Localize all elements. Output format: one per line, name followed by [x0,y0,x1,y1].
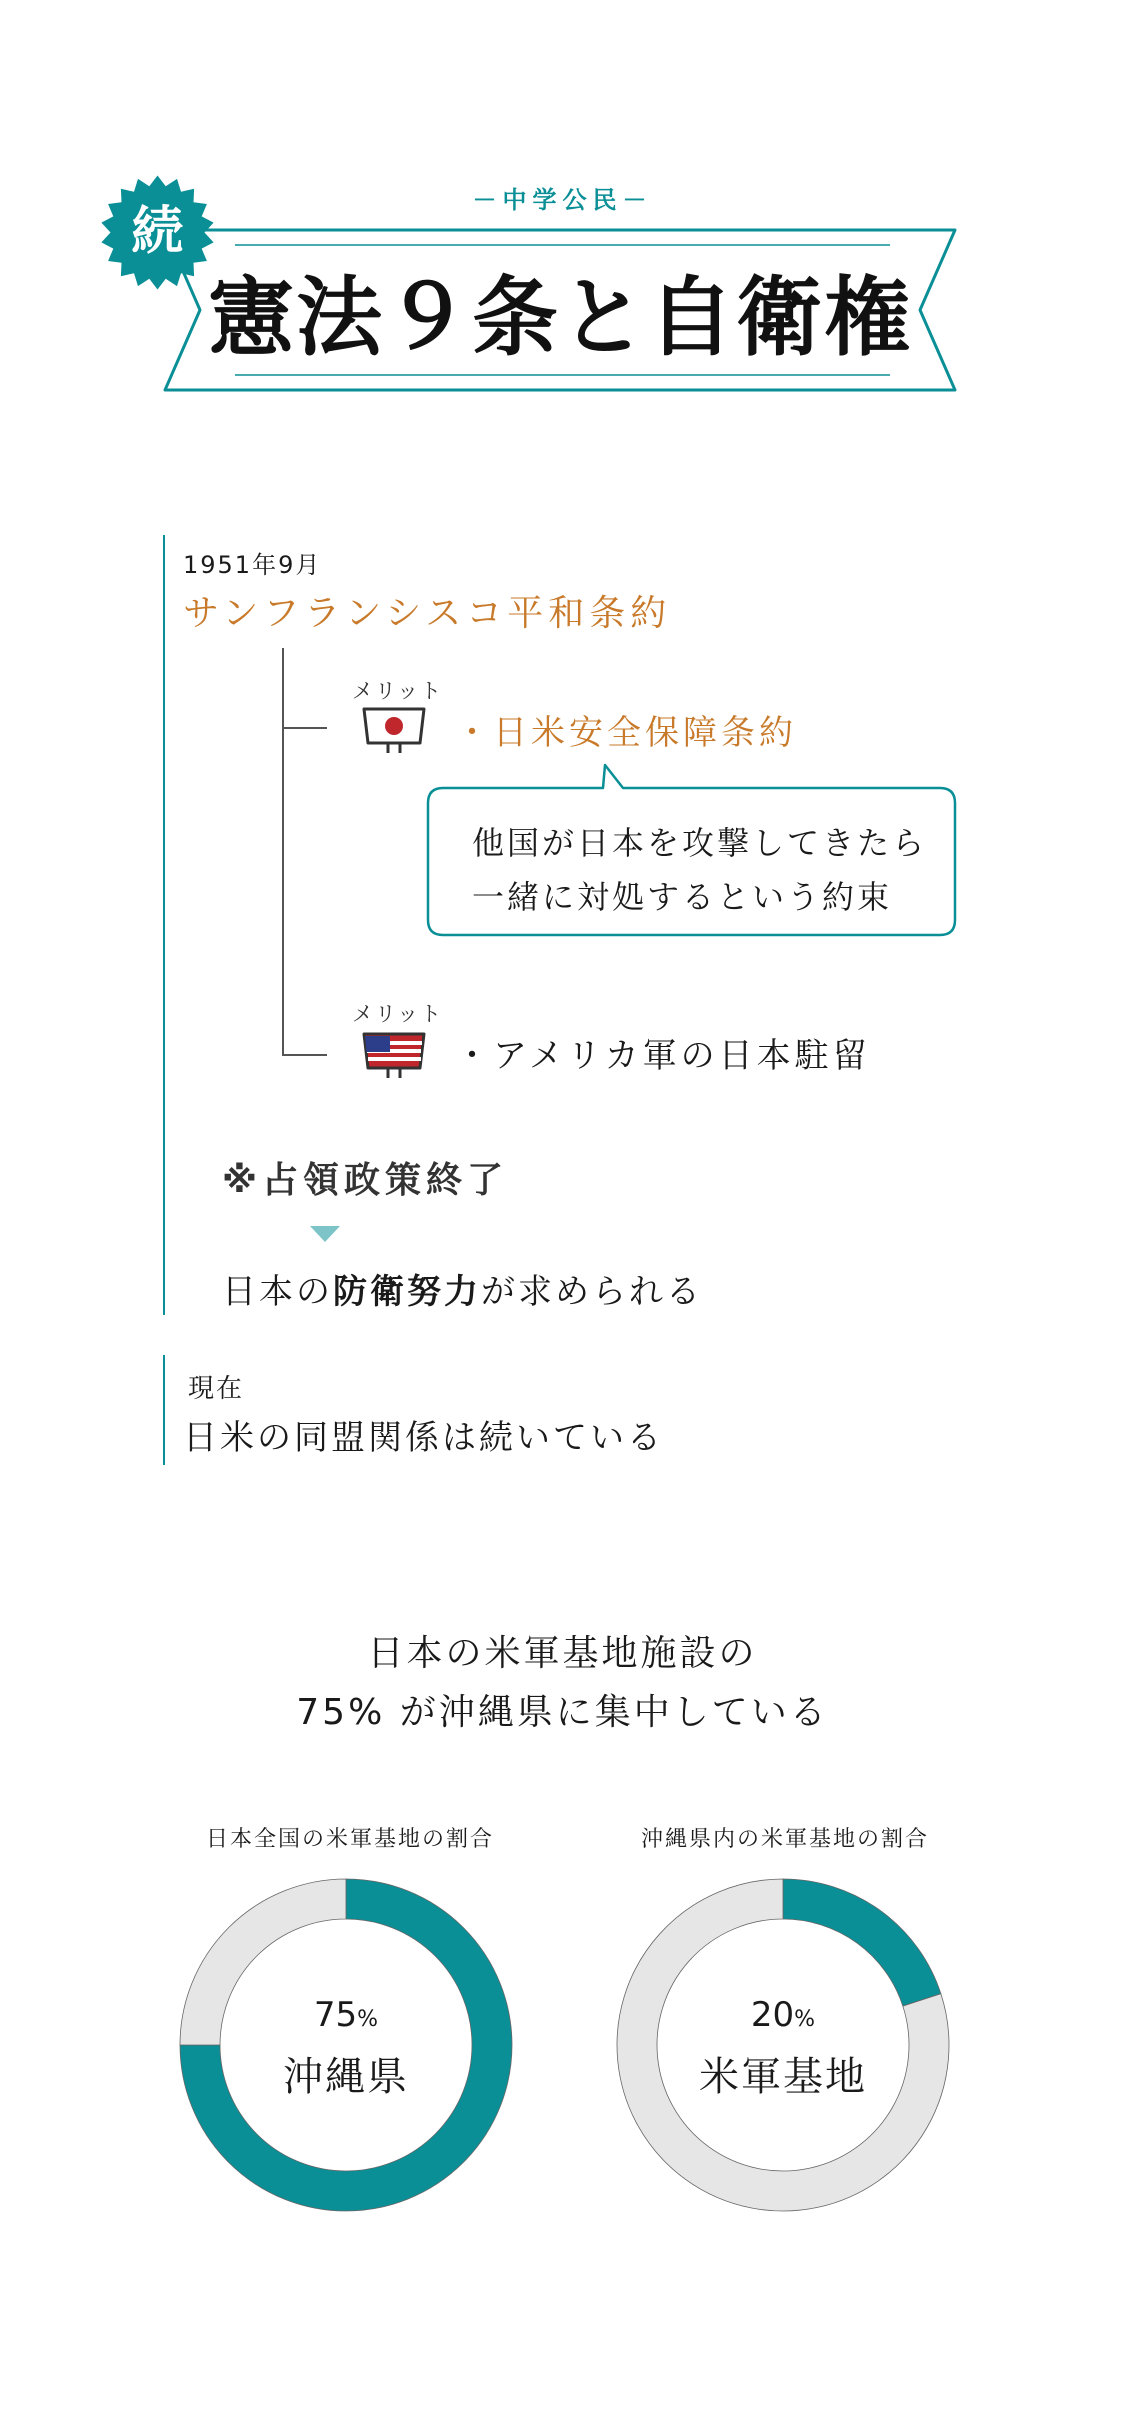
security-treaty-item: ・日米安全保障条約 [455,713,797,753]
arrow-down-icon [310,1226,340,1244]
tree-connector-vertical [282,648,284,1056]
donut-center-label-2: 米軍基地 [699,2054,867,2100]
merit-label: メリット [352,679,444,703]
headline-line-1: 日本の米軍基地施設の [367,1633,758,1674]
present-text: 日米の同盟関係は続いている [183,1418,664,1458]
occupation-note: ※占領政策終了 [222,1160,508,1201]
treaty-date: 1951年9月 [183,551,322,579]
timeline-line [163,535,165,1315]
treaty-name: サンフランシスコ平和条約 [183,593,672,634]
bubble-text-line-1: 他国が日本を攻撃してきたら [472,824,928,862]
donut-center-value-2: 20% [750,1995,816,2035]
donut-center-label-1: 沖縄県 [283,2054,409,2100]
subject-label: －中学公民－ [472,186,653,214]
tree-connector-branch-1 [282,727,327,729]
present-line [163,1355,165,1465]
badge-label: 続 [131,202,184,262]
chart-title-okinawa: 沖縄県内の米軍基地の割合 [640,1827,929,1852]
conclusion-text: 日本の防衛努力が求められる [222,1272,703,1312]
page-title: 憲法９条と自衛権 [208,268,912,368]
donut-slice-highlight [783,1879,941,2006]
tree-connector-branch-2 [282,1054,327,1056]
merit-label: メリット [352,1002,444,1026]
japan-flag-icon [358,705,430,755]
usa-flag-icon [358,1030,430,1080]
chart-title-nationwide: 日本全国の米軍基地の割合 [205,1827,494,1852]
donut-center-value-1: 75% [313,1995,379,2035]
us-forces-item: ・アメリカ軍の日本駐留 [455,1036,871,1076]
bubble-text-line-2: 一緒に対処するという約束 [472,878,893,916]
headline-line-2: 75% が沖縄県に集中している [296,1692,829,1733]
present-label: 現在 [188,1374,245,1404]
